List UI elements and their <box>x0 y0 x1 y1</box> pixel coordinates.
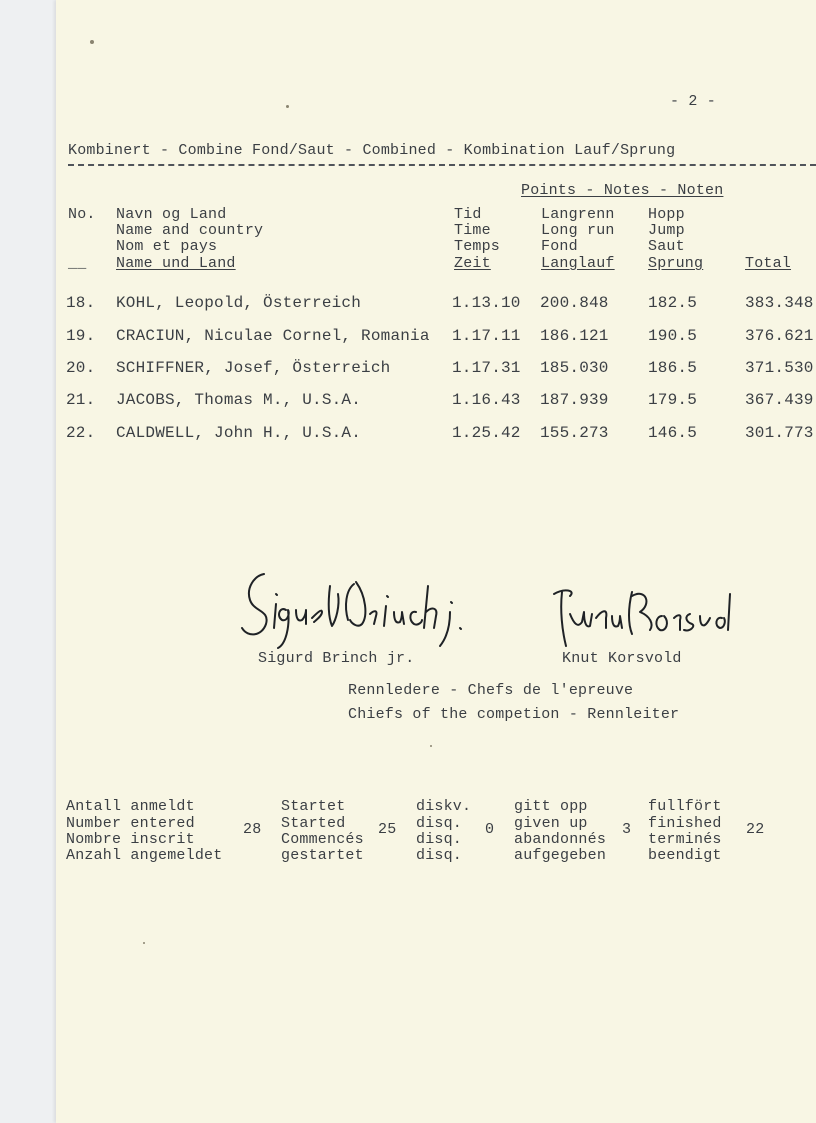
summary-label: terminés <box>648 831 722 848</box>
paper-speck <box>286 105 289 108</box>
summary-label: disq. <box>416 831 463 848</box>
summary-label: Nombre inscrit <box>66 831 195 848</box>
signers-title-1: Rennledere - Chefs de l'epreuve <box>348 682 634 699</box>
result-time: 1.25.42 <box>452 424 521 442</box>
summary-label: Commencés <box>281 831 364 848</box>
result-long-run: 155.273 <box>540 424 609 442</box>
col-name-label: Nom et pays <box>116 238 218 255</box>
summary-value: 28 <box>243 821 262 838</box>
summary-label: gestartet <box>281 847 364 864</box>
result-no: 18. <box>66 294 96 312</box>
summary-label: given up <box>514 815 588 832</box>
result-time: 1.17.31 <box>452 359 521 377</box>
col-hopp-label: Hopp <box>648 206 685 223</box>
signature-left <box>236 566 466 656</box>
result-jump: 179.5 <box>648 391 698 409</box>
result-no: 20. <box>66 359 96 377</box>
col-name-label: Name und Land <box>116 255 236 272</box>
event-heading: Kombinert - Combine Fond/Saut - Combined - Kombination Lauf/Sprung <box>68 142 676 159</box>
summary-label: abandonnés <box>514 831 607 848</box>
summary-value: 3 <box>622 821 632 838</box>
summary-label: Started <box>281 815 346 832</box>
result-time: 1.17.11 <box>452 327 521 345</box>
document-page <box>56 0 816 1123</box>
summary-label: disq. <box>416 847 463 864</box>
result-no: 19. <box>66 327 96 345</box>
result-jump: 182.5 <box>648 294 698 312</box>
result-jump: 186.5 <box>648 359 698 377</box>
col-name-label: Navn og Land <box>116 206 227 223</box>
summary-label: Anzahl angemeldet <box>66 847 223 864</box>
summary-label: Antall anmeldt <box>66 798 195 815</box>
paper-speck <box>430 745 432 747</box>
page-number: - 2 - <box>670 93 717 110</box>
col-no-underline: __ <box>68 255 87 272</box>
summary-value: 25 <box>378 821 397 838</box>
result-name: JACOBS, Thomas M., U.S.A. <box>116 391 362 409</box>
summary-label: beendigt <box>648 847 722 864</box>
result-long-run: 185.030 <box>540 359 609 377</box>
result-name: CRACIUN, Niculae Cornel, Romania <box>116 327 430 345</box>
signer-right-name: Knut Korsvold <box>562 650 682 667</box>
signers-title-2: Chiefs of the competion - Rennleiter <box>348 706 680 723</box>
summary-value: 0 <box>485 821 495 838</box>
summary-label: Startet <box>281 798 346 815</box>
result-name: KOHL, Leopold, Österreich <box>116 294 362 312</box>
summary-value: 22 <box>746 821 765 838</box>
result-no: 21. <box>66 391 96 409</box>
heading-divider <box>68 164 816 166</box>
result-no: 22. <box>66 424 96 442</box>
result-total: 301.773 <box>745 424 814 442</box>
summary-label: fullfört <box>648 798 722 815</box>
result-time: 1.16.43 <box>452 391 521 409</box>
col-langrenn-label: Long run <box>541 222 615 239</box>
result-name: CALDWELL, John H., U.S.A. <box>116 424 362 442</box>
result-total: 367.439 <box>745 391 814 409</box>
result-name: SCHIFFNER, Josef, Österreich <box>116 359 391 377</box>
summary-label: disq. <box>416 815 463 832</box>
col-time-label: Zeit <box>454 255 491 272</box>
result-time: 1.13.10 <box>452 294 521 312</box>
result-long-run: 200.848 <box>540 294 609 312</box>
summary-label: aufgegeben <box>514 847 607 864</box>
signer-left-name: Sigurd Brinch jr. <box>258 650 415 667</box>
summary-label: finished <box>648 815 722 832</box>
col-langrenn-label: Langlauf <box>541 255 615 272</box>
col-langrenn-label: Fond <box>541 238 578 255</box>
paper-speck <box>143 942 145 944</box>
col-time-label: Tid <box>454 206 482 223</box>
col-name-label: Name and country <box>116 222 264 239</box>
col-no-header: No. <box>68 206 96 223</box>
summary-label: Number entered <box>66 815 195 832</box>
signature-right <box>540 574 740 654</box>
result-total: 376.621 <box>745 327 814 345</box>
summary-label: diskv. <box>416 798 472 815</box>
col-time-label: Time <box>454 222 491 239</box>
paper-speck <box>90 40 94 44</box>
col-langrenn-label: Langrenn <box>541 206 615 223</box>
result-total: 371.530 <box>745 359 814 377</box>
result-jump: 190.5 <box>648 327 698 345</box>
col-total-header: Total <box>745 255 792 272</box>
result-total: 383.348 <box>745 294 814 312</box>
col-time-label: Temps <box>454 238 501 255</box>
col-hopp-label: Saut <box>648 238 685 255</box>
result-long-run: 186.121 <box>540 327 609 345</box>
col-hopp-label: Sprung <box>648 255 704 272</box>
summary-label: gitt opp <box>514 798 588 815</box>
result-long-run: 187.939 <box>540 391 609 409</box>
points-header: Points - Notes - Noten <box>521 182 724 199</box>
result-jump: 146.5 <box>648 424 698 442</box>
col-hopp-label: Jump <box>648 222 685 239</box>
